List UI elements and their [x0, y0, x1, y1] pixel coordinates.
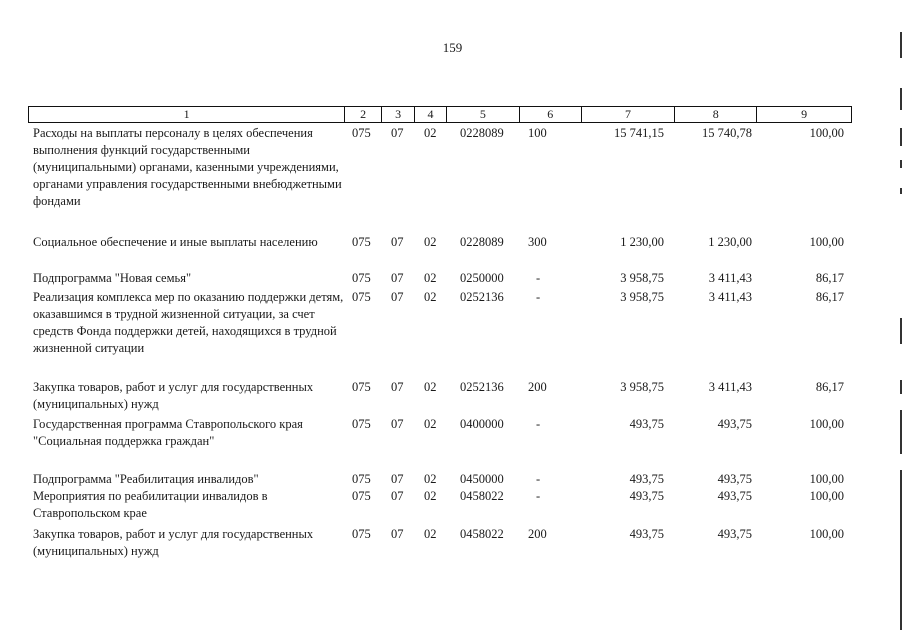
row-col-9: 100,00 [809, 472, 844, 486]
row-name: Расходы на выплаты персоналу в целях обеспечения выполнения функций государственными (муниципальными) органами, казенными учреждениями, органами управления государственными внебюджетными фондами [33, 126, 342, 208]
row-col-5: 0400000 [460, 417, 504, 431]
edge-mark [900, 188, 902, 194]
row-col-3: 07 [391, 126, 404, 140]
row-name: Закупка товаров, работ и услуг для государственных (муниципальных) нужд [33, 527, 314, 558]
row-col-6: - [536, 290, 541, 304]
row-col-9: 86,17 [815, 290, 844, 304]
header-col-1: 1 [29, 107, 345, 122]
row-col-5: 0458022 [460, 527, 504, 541]
row-col-7: 1 230,00 [620, 235, 664, 249]
row-col-2: 075 [352, 235, 371, 249]
row-col-4: 02 [424, 235, 437, 249]
row-col-8: 3 411,43 [708, 271, 752, 285]
header-col-4: 4 [415, 107, 447, 122]
row-col-9: 100,00 [809, 527, 844, 541]
row-col-7: 3 958,75 [620, 290, 664, 304]
edge-mark [900, 88, 902, 110]
row-col-6: - [536, 417, 541, 431]
row-col-2: 075 [352, 417, 371, 431]
row-col-7: 493,75 [629, 527, 664, 541]
row-col-6: 200 [528, 380, 547, 394]
row-col-4: 02 [424, 489, 437, 503]
row-name: Государственная программа Ставропольского края "Социальная поддержка граждан" [33, 417, 303, 448]
edge-mark [900, 160, 902, 168]
row-name: Закупка товаров, работ и услуг для государственных (муниципальных) нужд [33, 380, 314, 411]
row-col-2: 075 [352, 126, 371, 140]
row-col-3: 07 [391, 235, 404, 249]
row-col-3: 07 [391, 417, 404, 431]
row-col-3: 07 [391, 489, 404, 503]
header-col-9: 9 [801, 107, 808, 121]
row-col-5: 0458022 [460, 489, 504, 503]
row-col-5: 0252136 [460, 380, 504, 394]
page-edge-marks [897, 0, 905, 640]
row-col-2: 075 [352, 290, 371, 304]
edge-mark [900, 410, 902, 454]
row-name: Подпрограмма "Реабилитация инвалидов" [33, 472, 259, 486]
row-col-4: 02 [424, 472, 437, 486]
header-col-5: 5 [447, 107, 520, 122]
row-col-5: 0228089 [460, 126, 504, 140]
row-col-8: 493,75 [717, 489, 752, 503]
row-col-8: 3 411,43 [708, 380, 752, 394]
row-col-2: 075 [352, 271, 371, 285]
row-col-2: 075 [352, 527, 371, 541]
row-col-8: 3 411,43 [708, 290, 752, 304]
row-col-3: 07 [391, 380, 404, 394]
row-name: Социальное обеспечение и иные выплаты населению [33, 235, 318, 249]
edge-mark [900, 470, 902, 630]
row-col-6: 200 [528, 527, 547, 541]
row-col-8: 493,75 [717, 417, 752, 431]
row-col-9: 86,17 [815, 271, 844, 285]
row-col-4: 02 [424, 527, 437, 541]
header-col-2: 2 [345, 107, 382, 122]
row-col-3: 07 [391, 472, 404, 486]
row-col-6: 300 [528, 235, 547, 249]
row-col-7: 3 958,75 [620, 380, 664, 394]
row-col-3: 07 [391, 271, 404, 285]
row-col-9: 100,00 [809, 126, 844, 140]
row-col-8: 1 230,00 [708, 235, 752, 249]
row-col-5: 0228089 [460, 235, 504, 249]
header-col-8: 8 [675, 107, 757, 122]
row-col-4: 02 [424, 380, 437, 394]
row-col-8: 493,75 [717, 527, 752, 541]
edge-mark [900, 380, 902, 394]
row-col-4: 02 [424, 126, 437, 140]
row-col-6: - [536, 489, 541, 503]
row-col-9: 100,00 [809, 235, 844, 249]
row-name: Реализация комплекса мер по оказанию поддержки детям, оказавшимся в трудной жизненной ситуации, за счет средств Фонда поддержки детей, находящихся в трудной жизненной ситуации [33, 290, 344, 355]
row-col-6: - [536, 472, 541, 486]
row-col-9: 86,17 [815, 380, 844, 394]
header-col-3: 3 [382, 107, 415, 122]
row-col-8: 15 740,78 [702, 126, 752, 140]
row-col-3: 07 [391, 290, 404, 304]
row-col-2: 075 [352, 472, 371, 486]
edge-mark [900, 318, 902, 344]
edge-mark [900, 32, 902, 58]
row-col-4: 02 [424, 290, 437, 304]
row-col-7: 3 958,75 [620, 271, 664, 285]
row-col-5: 0252136 [460, 290, 504, 304]
page-number: 159 [442, 40, 463, 55]
row-col-8: 493,75 [717, 472, 752, 486]
header-col-7: 7 [582, 107, 676, 122]
row-name: Подпрограмма "Новая семья" [33, 271, 192, 285]
row-col-7: 15 741,15 [614, 126, 664, 140]
row-col-7: 493,75 [629, 417, 664, 431]
row-col-3: 07 [391, 527, 404, 541]
row-col-7: 493,75 [629, 489, 664, 503]
header-col-6: 6 [520, 107, 582, 122]
row-col-9: 100,00 [809, 417, 844, 431]
edge-mark [900, 128, 902, 146]
row-col-2: 075 [352, 380, 371, 394]
row-col-5: 0450000 [460, 472, 504, 486]
row-col-2: 075 [352, 489, 371, 503]
row-col-9: 100,00 [809, 489, 844, 503]
row-col-6: 100 [528, 126, 547, 140]
row-col-7: 493,75 [629, 472, 664, 486]
row-col-4: 02 [424, 417, 437, 431]
row-col-4: 02 [424, 271, 437, 285]
row-name: Мероприятия по реабилитации инвалидов в Ставропольском крае [33, 489, 268, 520]
row-col-5: 0250000 [460, 271, 504, 285]
row-col-6: - [536, 271, 541, 285]
